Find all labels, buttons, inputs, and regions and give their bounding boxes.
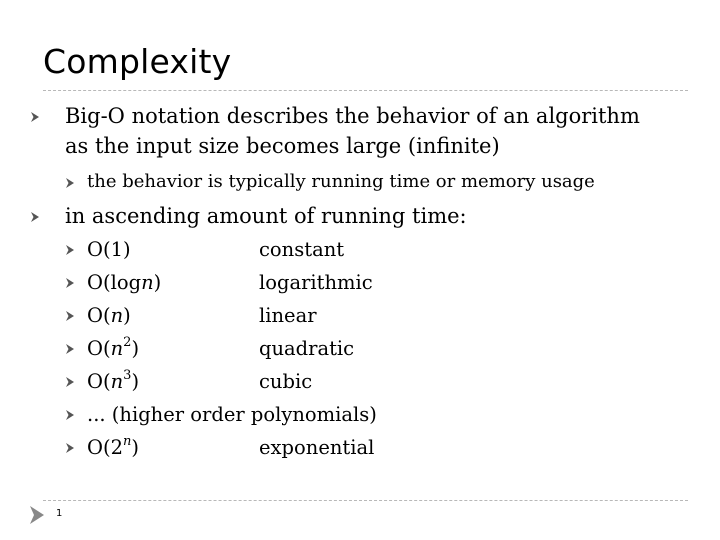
notation-exponent: n: [123, 434, 132, 449]
complexity-notation: [87, 370, 139, 394]
complexity-name: logarithmic: [259, 271, 373, 294]
complexity-higher-order: ... (higher order polynomials): [87, 403, 377, 426]
notation-exponent: 3: [123, 368, 132, 383]
sub-bullet-behavior: the behavior is typically running time or memory usage: [87, 171, 595, 192]
complexity-name: linear: [259, 304, 317, 327]
notation-prefix: O(: [87, 370, 111, 393]
page-number: 1: [56, 508, 63, 519]
bullet-arrow-icon: [29, 211, 41, 223]
complexity-notation: [87, 304, 131, 328]
slide-nav-arrow-icon[interactable]: [29, 505, 45, 525]
bullet-arrow-icon: [29, 111, 41, 123]
complexity-name: constant: [259, 238, 345, 261]
complexity-name: quadratic: [259, 337, 355, 360]
bullet-arrow-icon: [64, 343, 76, 355]
complexity-name: exponential: [259, 436, 375, 459]
notation-suffix: ): [131, 436, 139, 459]
footer-divider: [43, 500, 688, 501]
notation-variable: n: [110, 337, 124, 360]
notation-suffix: ): [131, 337, 140, 360]
notation-variable: n: [141, 271, 154, 294]
notation-prefix: O(log: [87, 271, 142, 294]
notation-suffix: ): [131, 370, 140, 393]
bullet-arrow-icon: [64, 177, 76, 189]
bullet-ascending: in ascending amount of running time:: [65, 204, 467, 228]
complexity-notation: [87, 271, 161, 295]
complexity-name: cubic: [259, 370, 313, 393]
notation-suffix: ): [123, 304, 131, 327]
notation-suffix: ): [153, 271, 162, 294]
complexity-notation: [87, 337, 139, 361]
notation-exponent: 2: [123, 335, 132, 350]
bullet-arrow-icon: [64, 310, 76, 322]
bullet-arrow-icon: [64, 244, 76, 256]
slide-title: Complexity: [43, 42, 232, 81]
notation-prefix: O(2: [87, 436, 124, 459]
bullet-arrow-icon: [64, 409, 76, 421]
title-divider: [43, 90, 688, 91]
notation-variable: n: [110, 370, 124, 393]
complexity-notation: O(1): [87, 238, 131, 261]
notation-prefix: O(: [87, 304, 111, 327]
bullet-big-o-line1: Big-O notation describes the behavior of an algorithm: [65, 104, 640, 128]
bullet-arrow-icon: [64, 442, 76, 454]
notation-prefix: O(: [87, 337, 111, 360]
bullet-arrow-icon: [64, 277, 76, 289]
complexity-notation: [87, 436, 139, 460]
bullet-big-o-line2: as the input size becomes large (infinite): [65, 134, 500, 158]
notation-variable: n: [110, 304, 124, 327]
bullet-arrow-icon: [64, 376, 76, 388]
